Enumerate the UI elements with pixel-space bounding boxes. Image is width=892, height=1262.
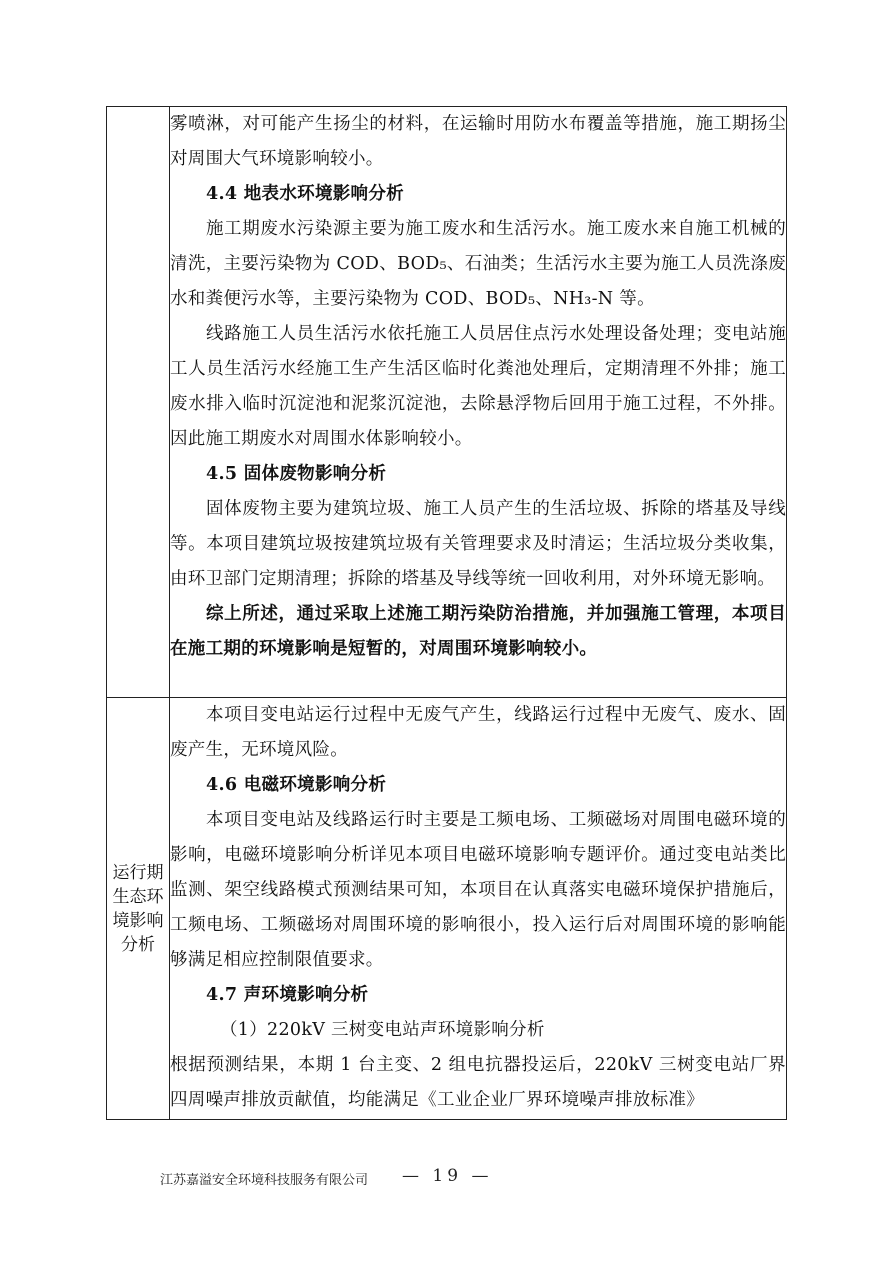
footer-company: 江苏嘉溢安全环境科技服务有限公司 (160, 1173, 369, 1188)
paragraph-wastewater-treatment: 线路施工人员生活污水依托施工人员居住点污水处理设备处理；变电站施工人员生活污水经施工生产生活区临时化粪池处理后，定期清理不外排；施工废水排入临时沉淀池和泥浆沉淀池，去除悬浮物后回用于施工过程，不外排。因此施工期废水对周围水体影响较小。 (170, 324, 786, 449)
paragraph-solid-waste: 固体废物主要为建筑垃圾、施工人员产生的生活垃圾、拆除的塔基及导线等。本项目建筑垃圾按建筑垃圾有关管理要求及时清运；生活垃圾分类收集，由环卫部门定期清理；拆除的塔基及导线等统一回收利用，对外环境无影响。 (170, 499, 786, 589)
paragraph-dust: 雾喷淋，对可能产生扬尘的材料，在运输时用防水布覆盖等措施，施工期扬尘对周围大气环境影响较小。 (170, 114, 786, 169)
page-footer (160, 1166, 760, 1190)
table-row-construction (107, 107, 787, 698)
paragraph-noise-prediction: 根据预测结果，本期 1 台主变、2 组电抗器投运后，220kV 三树变电站厂界四周噪声排放贡献值，均能满足《工业企业厂界环境噪声排放标准》 (170, 1055, 786, 1110)
page-number: — 19 — (402, 1166, 493, 1186)
subheading-substation-noise: （1）220kV 三树变电站声环境影响分析 (220, 1020, 545, 1040)
label-line: 境影响 (112, 910, 164, 931)
label-line: 分析 (121, 934, 155, 955)
label-line: 运行期 (112, 862, 164, 883)
paragraph-wastewater-sources: 施工期废水污染源主要为施工废水和生活污水。施工废水来自施工机械的清洗，主要污染物为 COD、BOD₅、石油类；生活污水主要为施工人员洗涤废水和粪便污水等，主要污染物为 COD、BOD₅、NH₃-N 等。 (170, 219, 786, 309)
row-label-operation (107, 698, 170, 1120)
heading-4-4: 4.4 地表水环境影响分析 (206, 184, 404, 204)
table-row-operation (107, 698, 787, 1120)
heading-4-6: 4.6 电磁环境影响分析 (206, 775, 387, 795)
heading-4-5: 4.5 固体废物影响分析 (206, 464, 387, 484)
row-label-empty (107, 107, 170, 698)
operation-content (170, 698, 787, 1120)
analysis-table (106, 106, 787, 1120)
heading-4-7: 4.7 声环境影响分析 (206, 985, 369, 1005)
paragraph-summary: 综上所述，通过采取上述施工期污染防治措施，并加强施工管理，本项目在施工期的环境影响是短暂的，对周围环境影响较小。 (170, 604, 786, 659)
paragraph-electromagnetic: 本项目变电站及线路运行时主要是工频电场、工频磁场对周围电磁环境的影响，电磁环境影响分析详见本项目电磁环境影响专题评价。通过变电站类比监测、架空线路模式预测结果可知，本项目在认真落实电磁环境保护措施后，工频电场、工频磁场对周围环境的影响很小，投入运行后对周围环境的影响能够满足相应控制限值要求。 (170, 810, 786, 970)
paragraph-operation-intro: 本项目变电站运行过程中无废气产生，线路运行过程中无废气、废水、固废产生，无环境风险。 (170, 705, 786, 760)
construction-content (170, 107, 787, 698)
label-line: 生态环 (112, 886, 164, 907)
